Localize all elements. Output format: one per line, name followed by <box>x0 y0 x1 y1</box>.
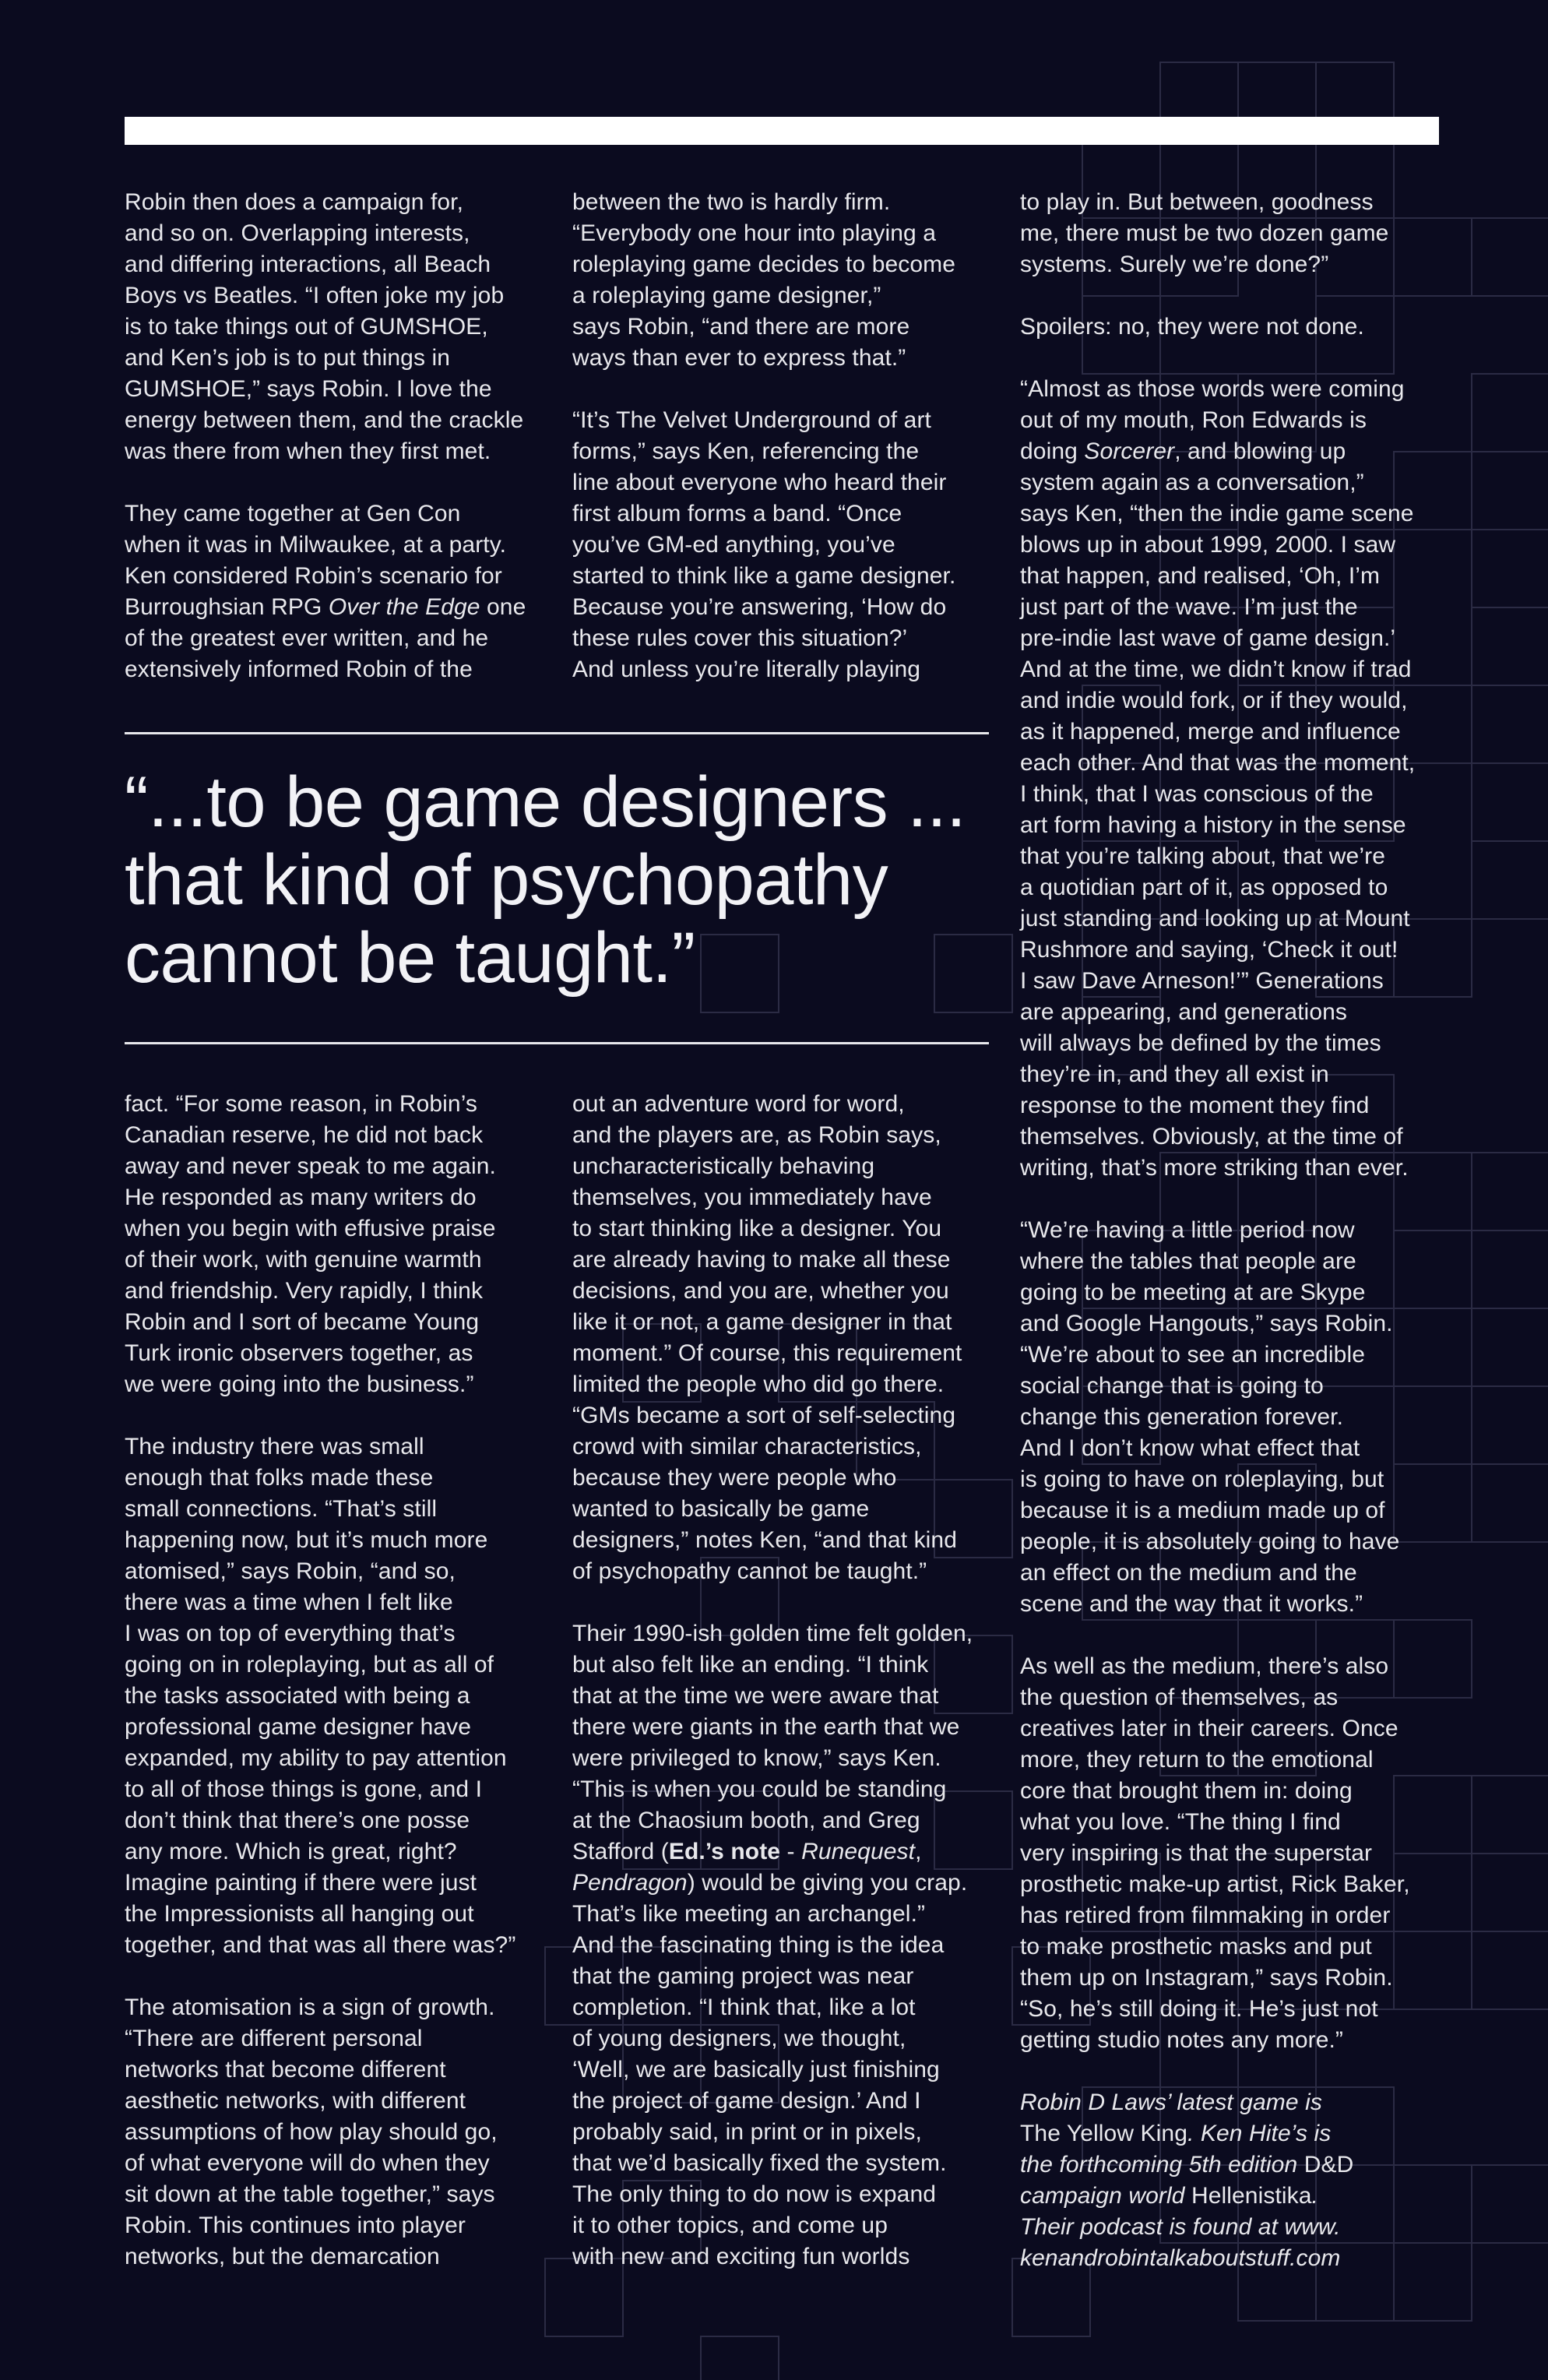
grid-square <box>1472 1931 1548 2009</box>
paragraph: They came together at Gen Con when it was in Milwaukee, at a party. Ken considered Robin’s scenario for Burroughsian RPG Over the Edge one of the greatest ever written, and he extensively informed Robin of the <box>125 501 526 682</box>
game-title: Sorcerer <box>1084 438 1175 464</box>
paragraph: fact. “For some reason, in Robin’s Canadian reserve, he did not back away and never speak to me again. He responded as many writers do when you begin with effusive praise of their work, with genuine warmth and friendship. Very rapidly, I think Robin and I sort of became Young Turk ironic observers together, as we were going into the business.” <box>125 1091 496 1397</box>
game-title: Pendragon <box>572 1870 688 1896</box>
pull-quote-top-rule <box>125 732 989 734</box>
paragraph: Robin then does a campaign for, and so on. Overlapping interests, and differing interactions, all Beach Boys vs Beatles. “I often joke my job is to take things out of GUMSHOE, and Ken’s job is to put things in GUMSHOE,” says Robin. I love the energy between them, and the crackle was there from when they first met. <box>125 189 524 464</box>
pull-quote-bottom-rule <box>125 1042 989 1044</box>
column-right <box>1020 187 1472 2274</box>
grid-square <box>1472 1386 1548 1464</box>
paragraph: As well as the medium, there’s also the question of themselves, as creatives later in their careers. Once more, they return to the emotional core that brought them in: doing what you love. “The thing I find very inspiring is that the superstar prosthetic make-up artist, Rick Baker, has retired from filmmaking in order to make prosthetic masks and put them up on Instagram,” says Robin. “So, he’s still doing it. He’s just not getting studio notes any more.” <box>1020 1653 1410 2053</box>
paragraph: to play in. But between, goodness me, there must be two dozen game systems. Surely we’re done?” <box>1020 189 1389 277</box>
grid-square <box>1472 763 1548 841</box>
grid-square <box>701 2336 779 2380</box>
grid-square <box>1472 1776 1548 1854</box>
paragraph: “Almost as those words were coming out of my mouth, Ron Edwards is doing Sorcerer, and blowing up system again as a conversation,” says Ken, “then the indie game scene blows up in about 1999, 2000. I saw that happen, and realised, ‘Oh, I’m just part of the wave. I’m just the pre-indie last wave of game design.’ And at the time, we didn’t know if trad and indie would fork, or if they would, as it happened, merge and influence each other. And that was the moment, I think, that I was conscious of the art form having a history in the sense that you’re talking about, that we’re a quotidian part of it, as opposed to just standing and looking up at Mount Rushmore and saying, ‘Check it out! I saw Dave Arneson!’” Generations are appearing, and generations will always be defined by the times they’re in, and they all exist in response to the moment they find themselves. Obviously, at the time of writing, that’s more striking than ever. <box>1020 376 1416 1181</box>
grid-square <box>1472 1854 1548 1931</box>
column-left-top <box>125 187 561 685</box>
pull-quote: “...to be game designers ... that kind of psychopathy cannot be taught.” <box>125 762 966 998</box>
editor-note-label: Ed.’s note <box>668 1839 781 1864</box>
paragraph: “It’s The Velvet Underground of art forms,” says Ken, referencing the line about everyone who heard their first album forms a band. “Once you’ve GM-ed anything, you’ve started to think like a game designer. Because you’re answering, ‘How do these rules cover this situation?’ And unless you’re literally playing <box>572 407 956 682</box>
grid-square <box>1472 2165 1548 2243</box>
column-middle-bottom <box>572 1089 1016 2273</box>
paragraph: Spoilers: no, they were not done. <box>1020 314 1364 340</box>
paragraph: out an adventure word for word, and the players are, as Robin says, uncharacteristically behaving themselves, you immediately have to start thinking like a designer. You are already having to make all these decisions, and you are, whether you like it or not, a game designer in that moment.” Of course, this requirement limited the people who did go there. “GMs became a sort of self-selecting crowd with similar characteristics, because they were people who wanted to basically be game designers,” notes Ken, “and that kind of psychopathy cannot be taught.” <box>572 1091 962 1584</box>
grid-square <box>1472 1464 1548 1542</box>
grid-square <box>1472 841 1548 919</box>
paragraph: The industry there was small enough that folks made these small connections. “That’s still happening now, but it’s much more atomised,” says Robin, “and so, there was a time when I felt like I was on top of everything that’s going on in roleplaying, but as all of the tasks associated with being a professional game designer have expanded, my ability to pay attention to all of those things is gone, and I don’t think that there’s one posse any more. Which is great, right? Imagine painting if there were just the Impressionists all hanging out together, and that was all there was?” <box>125 1434 516 1958</box>
grid-square <box>1472 218 1548 296</box>
grid-square <box>1472 1230 1548 1308</box>
paragraph: between the two is hardly firm. “Everybody one hour into playing a roleplaying game decides to become a roleplaying game designer,” says Robin, “and there are more ways than ever to express that.” <box>572 189 956 371</box>
grid-square <box>1472 452 1548 530</box>
column-left-bottom <box>125 1089 568 2273</box>
column-middle-top <box>572 187 1008 685</box>
paragraph: The atomisation is a sign of growth. “There are different personal networks that become different aesthetic networks, with different assumptions of how play should go, of what everyone will do when they sit down at the table together,” says Robin. This continues into player networks, but the demarcation <box>125 1994 498 2269</box>
grid-square <box>1472 530 1548 607</box>
header-bar <box>125 117 1439 145</box>
grid-square <box>1472 607 1548 685</box>
game-title: Runequest <box>801 1839 916 1864</box>
paragraph: “We’re having a little period now where the tables that people are going to be meeting at are Skype and Google Hangouts,” says Robin. “We’re about to see an incredible social change that is going to change this generation forever. And I don’t know what effect that is going to have on roleplaying, but because it is a medium made up of people, it is absolutely going to have an effect on the medium and the scene and the way that it works.” <box>1020 1217 1400 1617</box>
game-title: Over the Edge <box>328 594 480 620</box>
paragraph: Their 1990-ish golden time felt golden, but also felt like an ending. “I think that at the time we were aware that there were giants in the earth that we were privileged to know,” says Ken. “This is when you could be standing at the Chaosium booth, and Greg Stafford (Ed.’s note - Runequest, Pendragon) would be giving you crap. That’s like meeting an archangel.” And the fascinating thing is the idea that the gaming project was near completion. “I think that, like a lot of young designers, we thought, ‘Well, we are basically just finishing the project of game design.’ And I probably said, in print or in pixels, that we’d basically fixed the system. The only thing to do now is expand it to other topics, and come up with new and exciting fun worlds <box>572 1621 973 2269</box>
grid-square <box>1472 374 1548 452</box>
grid-square <box>1472 1153 1548 1230</box>
author-bio: Robin D Laws’ latest game is The Yellow King. Ken Hite’s is the forthcoming 5th edition D&D campaign world Hellenistika. Their podcast is found at www. kenandrobintalkaboutstuff.com <box>1020 2090 1354 2271</box>
